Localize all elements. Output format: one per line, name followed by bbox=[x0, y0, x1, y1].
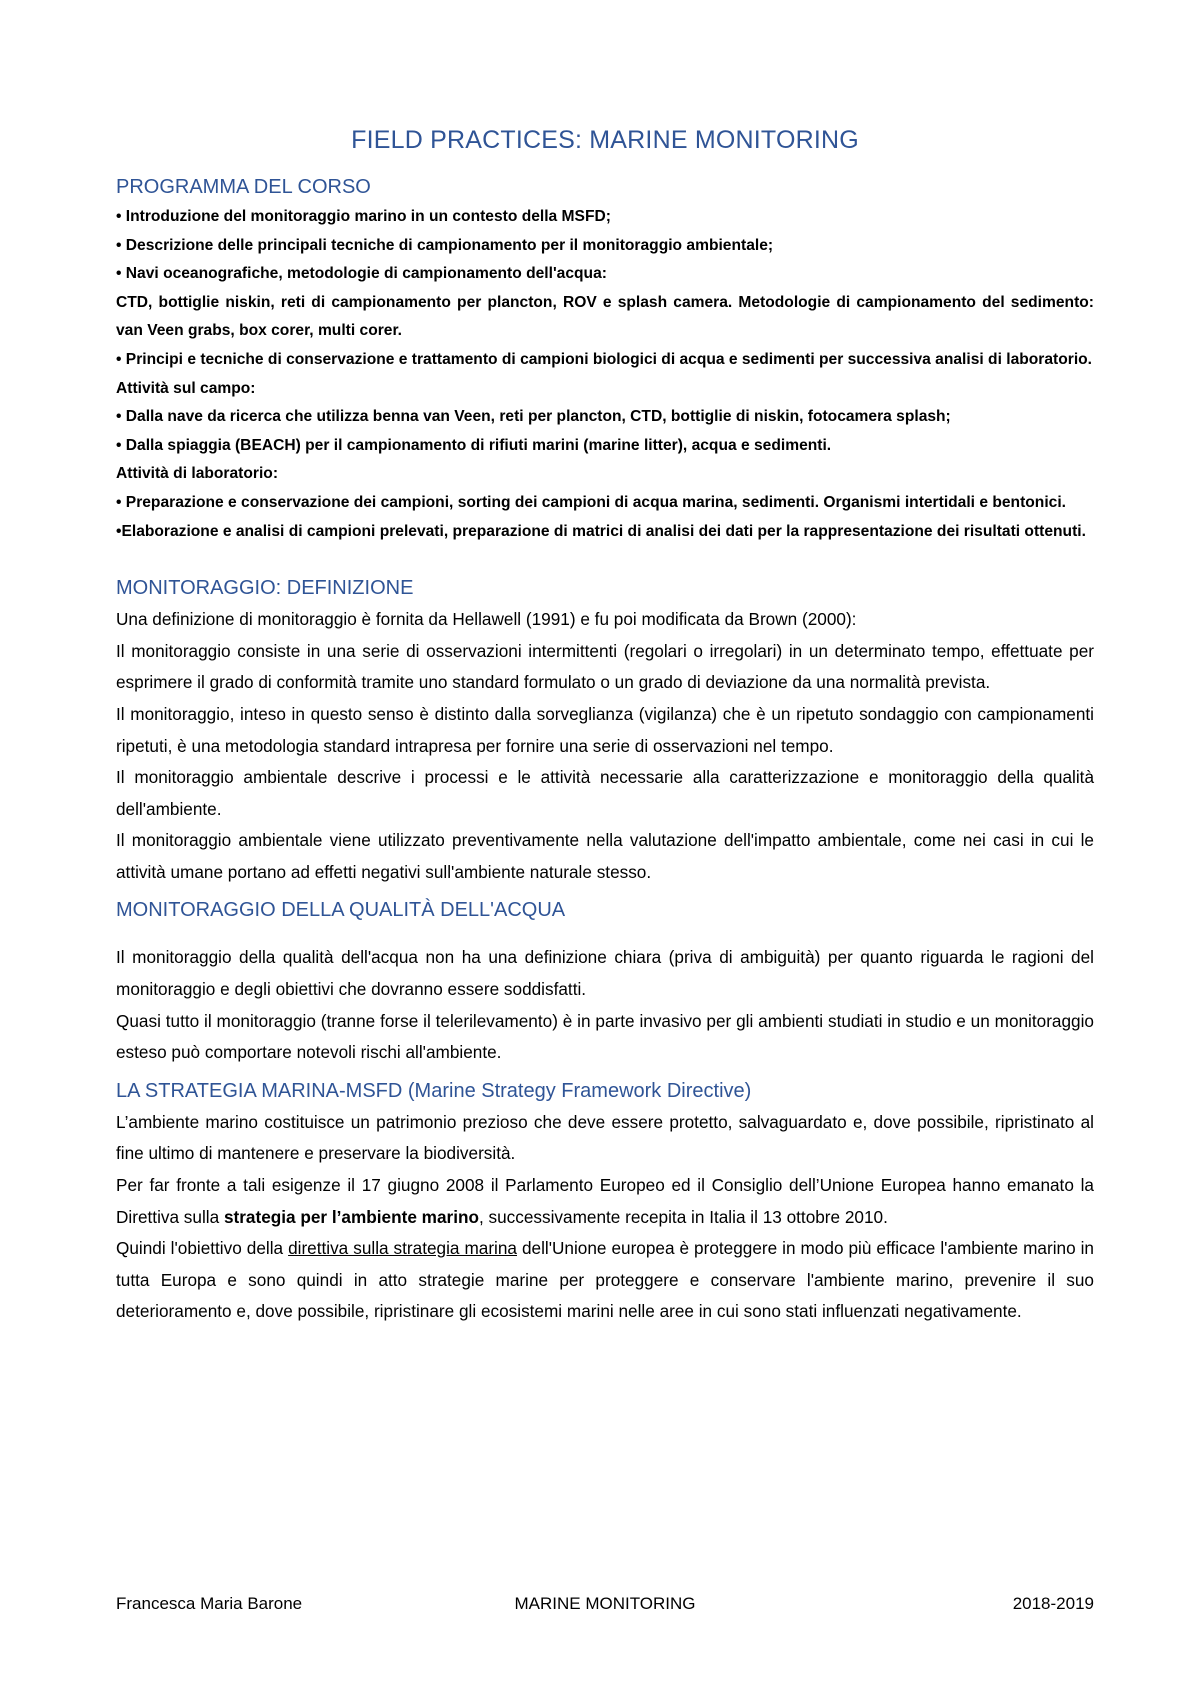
program-line: • Dalla nave da ricerca che utilizza benna van Veen, reti per plancton, CTD, bottiglie di niskin, fotocamera splash; bbox=[116, 408, 951, 426]
text-run: dell'Unione europea è proteggere in modo più efficace l'ambiente marino in tutta Europa e sono quindi in atto strategie marine per proteggere e conservare l'ambiente marino, prevenire il suo deterioramento e, dove possibile, ripristinare gli ecosistemi marini nelle aree in cui sono stati influenzati negativamente. bbox=[116, 1238, 1094, 1322]
section-heading-qualita-acqua: MONITORAGGIO DELLA QUALITÀ DELL'ACQUA bbox=[116, 899, 566, 922]
document-body bbox=[116, 126, 1094, 1328]
text-run: Quindi l'obiettivo della bbox=[116, 1238, 289, 1259]
section-heading-programma: PROGRAMMA DEL CORSO bbox=[116, 176, 371, 198]
paragraph: Una definizione di monitoraggio è fornita da Hellawell (1991) e fu poi modificata da Brown (2000): bbox=[116, 609, 857, 630]
definition-text bbox=[116, 604, 1094, 888]
program-line: • Introduzione del monitoraggio marino in un contesto della MSFD; bbox=[116, 208, 611, 225]
text-run: Per far fronte a tali esigenze il 17 giugno 2008 il Parlamento Europeo ed il Consiglio dell’Unione Europea hanno emanato la Direttiva sulla bbox=[116, 1175, 1094, 1227]
paragraph bbox=[116, 1233, 1094, 1328]
program-line: Attività sul campo: bbox=[116, 379, 256, 397]
footer-author: Francesca Maria Barone bbox=[116, 1594, 303, 1613]
paragraph: Il monitoraggio, inteso in questo senso è distinto dalla sorveglianza (vigilanza) che è un ripetuto sondaggio con campionamenti ripetuti, è una metodologia standard intrapresa per fornire una serie di osservazioni nel tempo. bbox=[116, 703, 1094, 756]
program-line: • Navi oceanografiche, metodologie di campionamento dell'acqua: bbox=[116, 265, 607, 283]
course-program-list bbox=[116, 203, 1094, 546]
paragraph: Quasi tutto il monitoraggio (tranne forse il telerilevamento) è in parte invasivo per gli ambienti studiati in studio e un monitoraggio esteso può comportare notevoli rischi all'ambiente. bbox=[116, 1010, 1094, 1063]
program-line: Attività di laboratorio: bbox=[116, 465, 279, 483]
paragraph: Il monitoraggio ambientale descrive i processi e le attività necessarie alla caratterizzazione e monitoraggio della qualità dell'ambiente. bbox=[116, 767, 1094, 819]
text-run: , successivamente recepita in Italia il 13 ottobre 2010. bbox=[478, 1206, 888, 1227]
paragraph bbox=[116, 1170, 1094, 1233]
paragraph: L’ambiente marino costituisce un patrimonio prezioso che deve essere protetto, salvaguardato e, dove possibile, ripristinato al fine ultimo di mantenere e preservare la biodiversità. bbox=[116, 1111, 1094, 1164]
paragraph: Il monitoraggio della qualità dell'acqua non ha una definizione chiara (priva di ambiguità) per quanto riguarda le ragioni del monitoraggio e degli obiettivi che dovranno essere soddisfatti. bbox=[116, 947, 1094, 1000]
program-line: CTD, bottiglie niskin, reti di campionamento per plancton, ROV e splash camera. Metodologie di campionamento del sedimento: van Veen grabs, box corer, multi corer. bbox=[116, 293, 1094, 340]
program-line: • Dalla spiaggia (BEACH) per il campionamento di rifiuti marini (marine litter), acqua e sedimenti. bbox=[116, 436, 832, 454]
program-line: • Principi e tecniche di conservazione e trattamento di campioni biologici di acqua e sedimenti per successiva analisi di laboratorio. bbox=[116, 350, 1093, 368]
page-footer bbox=[116, 1594, 1094, 1614]
document-title: FIELD PRACTICES: MARINE MONITORING bbox=[351, 126, 859, 154]
water-quality-text bbox=[116, 942, 1094, 1068]
footer-year: 2018-2019 bbox=[1012, 1594, 1094, 1613]
program-line: • Descrizione delle principali tecniche di campionamento per il monitoraggio ambientale; bbox=[116, 236, 774, 254]
paragraph: Il monitoraggio ambientale viene utilizzato preventivamente nella valutazione dell'impatto ambientale, come nei casi in cui le attività umane portano ad effetti negativi sull'ambiente naturale stesso. bbox=[116, 830, 1094, 882]
program-line: • Preparazione e conservazione dei campioni, sorting dei campioni di acqua marina, sedimenti. Organismi intertidali e bentonici. bbox=[116, 493, 1066, 511]
footer-title: MARINE MONITORING bbox=[514, 1594, 696, 1613]
section-heading-definizione: MONITORAGGIO: DEFINIZIONE bbox=[116, 577, 414, 600]
bold-term: strategia per l’ambiente marino bbox=[223, 1206, 479, 1227]
section-heading-strategia-marina: LA STRATEGIA MARINA-MSFD (Marine Strategy Framework Directive) bbox=[116, 1079, 752, 1102]
msfd-text bbox=[116, 1107, 1094, 1328]
program-line: •Elaborazione e analisi di campioni prelevati, preparazione di matrici di analisi dei dati per la rappresentazione dei risultati ottenuti. bbox=[116, 522, 1086, 540]
directive-link[interactable]: direttiva sulla strategia marina bbox=[288, 1238, 517, 1259]
paragraph: Il monitoraggio consiste in una serie di osservazioni intermittenti (regolari o irregolari) in un determinato tempo, effettuate per esprimere il grado di conformità tramite uno standard formulato o un grado di deviazione da una normalità prevista. bbox=[116, 640, 1094, 693]
